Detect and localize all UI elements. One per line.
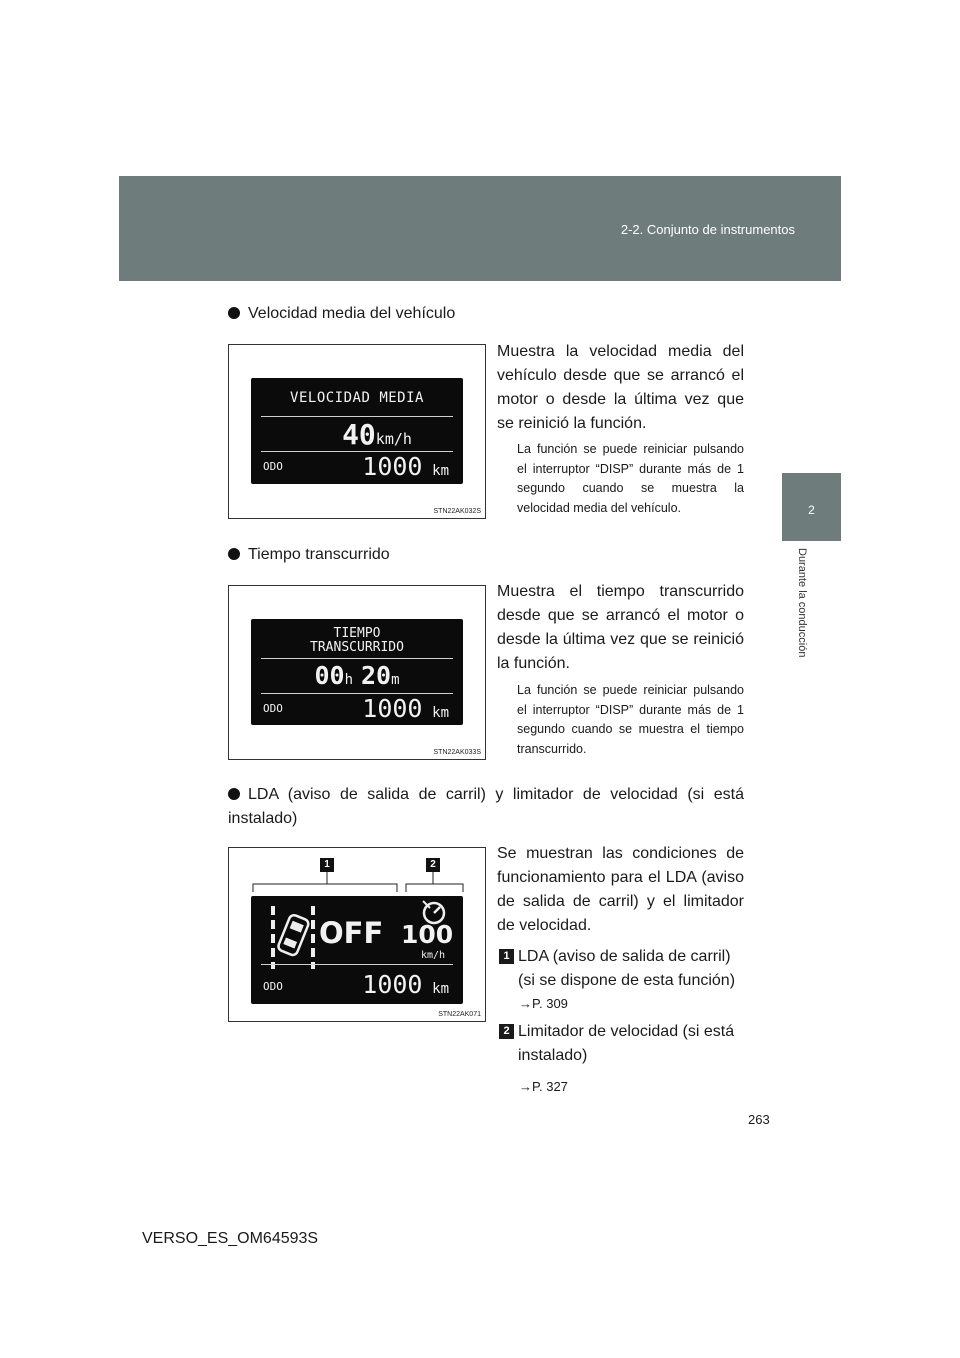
figure-code: STN22AK071 — [438, 1011, 481, 1018]
display-screen — [251, 896, 463, 1004]
page-reference-lda: →P. 309 — [519, 996, 568, 1011]
display-screen — [251, 619, 463, 725]
bullet-text: Velocidad media del vehículo — [248, 305, 456, 322]
description-lda: Se muestran las condiciones de funcionamiento para el LDA (aviso de salida de carril) y el limitador de velocidad. — [497, 845, 744, 934]
elapsed-hours: 00 — [314, 661, 345, 690]
display-title: VELOCIDAD MEDIA — [290, 390, 424, 406]
lda-status: OFF — [319, 916, 384, 950]
description-elapsed-time: Muestra el tiempo transcurrido desde que se arrancó el motor o desde la última vez que se reinició la función. — [497, 583, 744, 672]
odo-unit: km — [432, 705, 449, 721]
display-divider — [261, 658, 453, 659]
odo-reading — [362, 452, 449, 481]
odo-reading — [362, 694, 449, 723]
average-speed-unit: km/h — [375, 430, 412, 448]
display-divider — [261, 964, 453, 965]
figure-code: STN22AK032S — [433, 508, 481, 515]
document-code: VERSO_ES_OM64593S — [142, 1230, 319, 1247]
page-reference-speed-limiter: →P. 327 — [519, 1079, 568, 1094]
item-text: Limitador de velocidad (si está instalado) — [518, 1023, 735, 1064]
elapsed-minutes-unit: m — [391, 672, 400, 688]
speed-limit-unit: km/h — [421, 950, 446, 961]
figure-lda — [228, 847, 486, 1022]
odo-value: 1000 — [362, 694, 423, 723]
note-average-speed: La función se puede reiniciar pulsando el interruptor “DISP” durante más de 1 segundo cuando se muestra la velocidad media del vehículo. — [517, 442, 744, 515]
figure-code: STN22AK033S — [433, 749, 481, 756]
lane-departure-icon — [259, 900, 319, 970]
odo-unit: km — [432, 981, 449, 997]
callout-2: 2 — [426, 858, 440, 872]
display-value-row — [251, 418, 463, 451]
elapsed-minutes: 20 — [361, 661, 392, 690]
list-item-speed-limiter — [499, 1020, 746, 1068]
chapter-number: 2 — [808, 503, 815, 517]
list-item-lda — [499, 945, 746, 993]
callout-brackets — [229, 848, 485, 898]
chapter-label: Durante la conducción — [796, 548, 808, 658]
speed-limit-value: 100 — [401, 920, 454, 949]
item-text: LDA (aviso de salida de carril) (si se dispone de esta función) — [518, 948, 736, 989]
display-time-row — [251, 661, 463, 690]
item-number-badge: 1 — [499, 949, 514, 964]
bullet-icon — [228, 548, 240, 560]
display-screen — [251, 378, 463, 484]
odo-label: ODO — [263, 460, 283, 473]
odo-label: ODO — [263, 980, 283, 993]
display-title-line1: TIEMPO — [333, 626, 381, 641]
odo-label: ODO — [263, 702, 283, 715]
figure-average-speed — [228, 344, 486, 519]
description-average-speed: Muestra la velocidad media del vehículo desde que se arrancó el motor o desde la última vez que se reinició la función. — [497, 343, 744, 432]
callout-1: 1 — [320, 858, 334, 872]
figure-elapsed-time — [228, 585, 486, 760]
odo-reading — [362, 970, 449, 999]
bullet-icon — [228, 307, 240, 319]
display-title-line2: TRANSCURRIDO — [310, 640, 404, 655]
display-divider — [261, 416, 453, 417]
average-speed-value: 40 — [342, 418, 376, 451]
odo-value: 1000 — [362, 452, 423, 481]
item-number-badge: 2 — [499, 1024, 514, 1039]
bullet-heading-lda — [228, 783, 744, 831]
odo-unit: km — [432, 463, 449, 479]
elapsed-hours-unit: h — [344, 672, 353, 688]
chapter-tab — [782, 473, 841, 541]
section-title: 2-2. Conjunto de instrumentos — [620, 222, 795, 237]
bullet-heading-average-speed — [228, 302, 455, 326]
header-band — [119, 176, 841, 281]
bullet-icon — [228, 788, 240, 800]
page-number: 263 — [748, 1112, 770, 1127]
bullet-heading-elapsed-time — [228, 543, 390, 567]
bullet-text: LDA (aviso de salida de carril) y limitador de velocidad (si está instalado) — [228, 786, 744, 827]
note-elapsed-time: La función se puede reiniciar pulsando el interruptor “DISP” durante más de 1 segundo cuando se muestra el tiempo transcurrido. — [517, 683, 744, 756]
odo-value: 1000 — [362, 970, 423, 999]
bullet-text: Tiempo transcurrido — [248, 546, 390, 563]
